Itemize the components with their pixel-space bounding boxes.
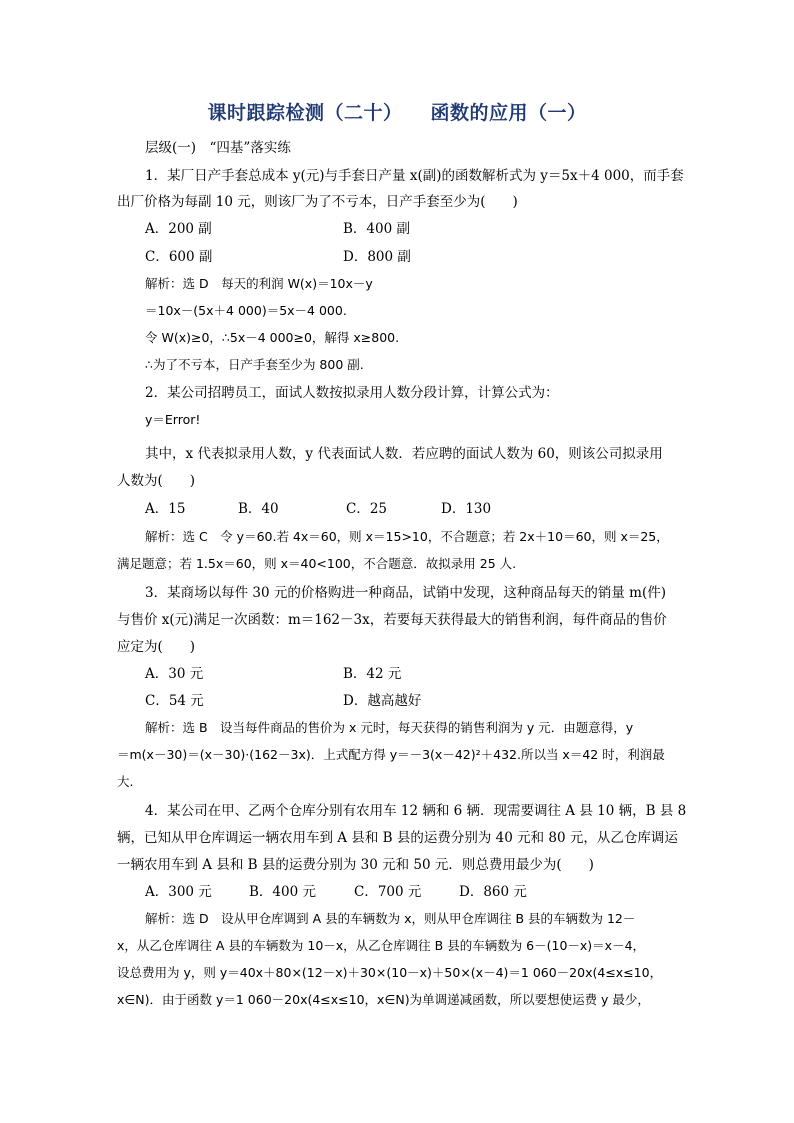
page-title xyxy=(0,98,794,125)
q2-solution-line-2: 满足题意；若 1.5x＝60，则 x＝40<100，不合题意．故拟录用 25 人. xyxy=(117,556,517,571)
title-part-2: 函数的应用（一） xyxy=(430,102,587,124)
q1-option-d: D．800 副 xyxy=(343,249,411,265)
q4-solution-line-1: 解析：选 D 设从甲仓库调到 A 县的车辆数为 x，则从甲仓库调往 B 县的车辆数为 12－ xyxy=(145,911,636,926)
q1-solution-line-3: 令 W(x)≥0，∴5x－4 000≥0，解得 x≥800. xyxy=(145,330,400,345)
q4-stem-line-1: 4．某公司在甲、乙两个仓库分别有农用车 12 辆和 6 辆．现需要调往 A 县 10 辆，B 县 8 xyxy=(145,803,687,819)
q3-solution-line-1: 解析：选 B 设当每件商品的售价为 x 元时，每天获得的销售利润为 y 元．由题意得，y xyxy=(145,720,634,735)
q4-stem-line-2: 辆，已知从甲仓库调运一辆农用车到 A 县和 B 县的运费分别为 40 元和 80 元，从乙仓库调运 xyxy=(117,830,678,846)
q1-stem-line-1: 1．某厂日产手套总成本 y(元)与手套日产量 x(副)的函数解析式为 y＝5x＋4 000，而手套 xyxy=(145,168,684,184)
q2-option-a: A．15 xyxy=(145,501,186,517)
q2-stem-line-1: 2．某公司招聘员工，面试人数按拟录用人数分段计算，计算公式为： xyxy=(145,385,559,401)
q4-option-d: D．860 元 xyxy=(459,884,527,900)
q2-stem-line-2: 其中，x 代表拟录用人数，y 代表面试人数．若应聘的面试人数为 60，则该公司拟录用 xyxy=(145,446,663,462)
q1-solution-line-1: 解析：选 D 每天的利润 W(x)＝10x－y xyxy=(145,276,373,291)
q1-option-c: C．600 副 xyxy=(145,249,213,265)
q2-solution-line-1: 解析：选 C 令 y＝60.若 4x＝60，则 x＝15>10，不合题意；若 2x＋10＝60，则 x＝25， xyxy=(145,529,669,544)
q4-solution-line-2: x，从乙仓库调往 A 县的车辆数为 10－x，从乙仓库调往 B 县的车辆数为 6－(10－x)＝x－4， xyxy=(117,938,646,953)
level-heading: 层级(一) “四基”落实练 xyxy=(145,140,291,156)
q1-option-b: B．400 副 xyxy=(343,221,410,237)
q4-solution-line-4: x∈N)．由于函数 y＝1 060－20x(4≤x≤10，x∈N)为单调递减函数，所以要想使运费 y 最少， xyxy=(117,992,650,1007)
q3-stem-line-1: 3．某商场以每件 30 元的价格购进一种商品，试销中发现，这种商品每天的销量 m(件) xyxy=(145,585,666,601)
q3-option-d: D．越高越好 xyxy=(343,693,422,709)
q4-option-b: B．400 元 xyxy=(249,884,316,900)
q1-option-a: A．200 副 xyxy=(145,221,212,237)
q1-solution-line-2: ＝10x－(5x＋4 000)＝5x－4 000. xyxy=(145,303,347,318)
title-part-1: 课时跟踪检测（二十） xyxy=(207,102,403,124)
q3-option-b: B．42 元 xyxy=(343,666,402,682)
q3-stem-line-2: 与售价 x(元)满足一次函数：m＝162－3x，若要每天获得最大的销售利润，每件商品的售价 xyxy=(117,612,667,628)
q3-option-c: C．54 元 xyxy=(145,693,204,709)
q4-solution-line-3: 设总费用为 y，则 y＝40x＋80×(12－x)＋30×(10－x)＋50×(x－4)＝1 060－20x(4≤x≤10， xyxy=(117,965,663,980)
q3-solution-line-3: 大. xyxy=(117,774,134,789)
q3-stem-line-3: 应定为( ) xyxy=(117,639,196,655)
q4-stem-line-3: 一辆农用车到 A 县和 B 县的运费分别为 30 元和 50 元．则总费用最少为( ) xyxy=(117,857,594,873)
q2-formula: y＝Error! xyxy=(145,412,201,427)
q2-option-c: C．25 xyxy=(346,501,388,517)
q2-stem-line-3: 人数为( ) xyxy=(117,473,196,489)
q1-solution-line-4: ∴为了不亏本，日产手套至少为 800 副. xyxy=(145,357,364,372)
q3-option-a: A．30 元 xyxy=(145,666,204,682)
q2-option-b: B．40 xyxy=(238,501,279,517)
q4-option-c: C．700 元 xyxy=(354,884,422,900)
q1-stem-line-2: 出厂价格为每副 10 元，则该厂为了不亏本，日产手套至少为( ) xyxy=(117,194,518,210)
q2-option-d: D．130 xyxy=(441,501,492,517)
q3-solution-line-2: ＝m(x－30)＝(x－30)·(162－3x)．上式配方得 y＝－3(x－42)²＋432.所以当 x＝42 时，利润最 xyxy=(117,747,665,762)
q4-option-a: A．300 元 xyxy=(145,884,212,900)
